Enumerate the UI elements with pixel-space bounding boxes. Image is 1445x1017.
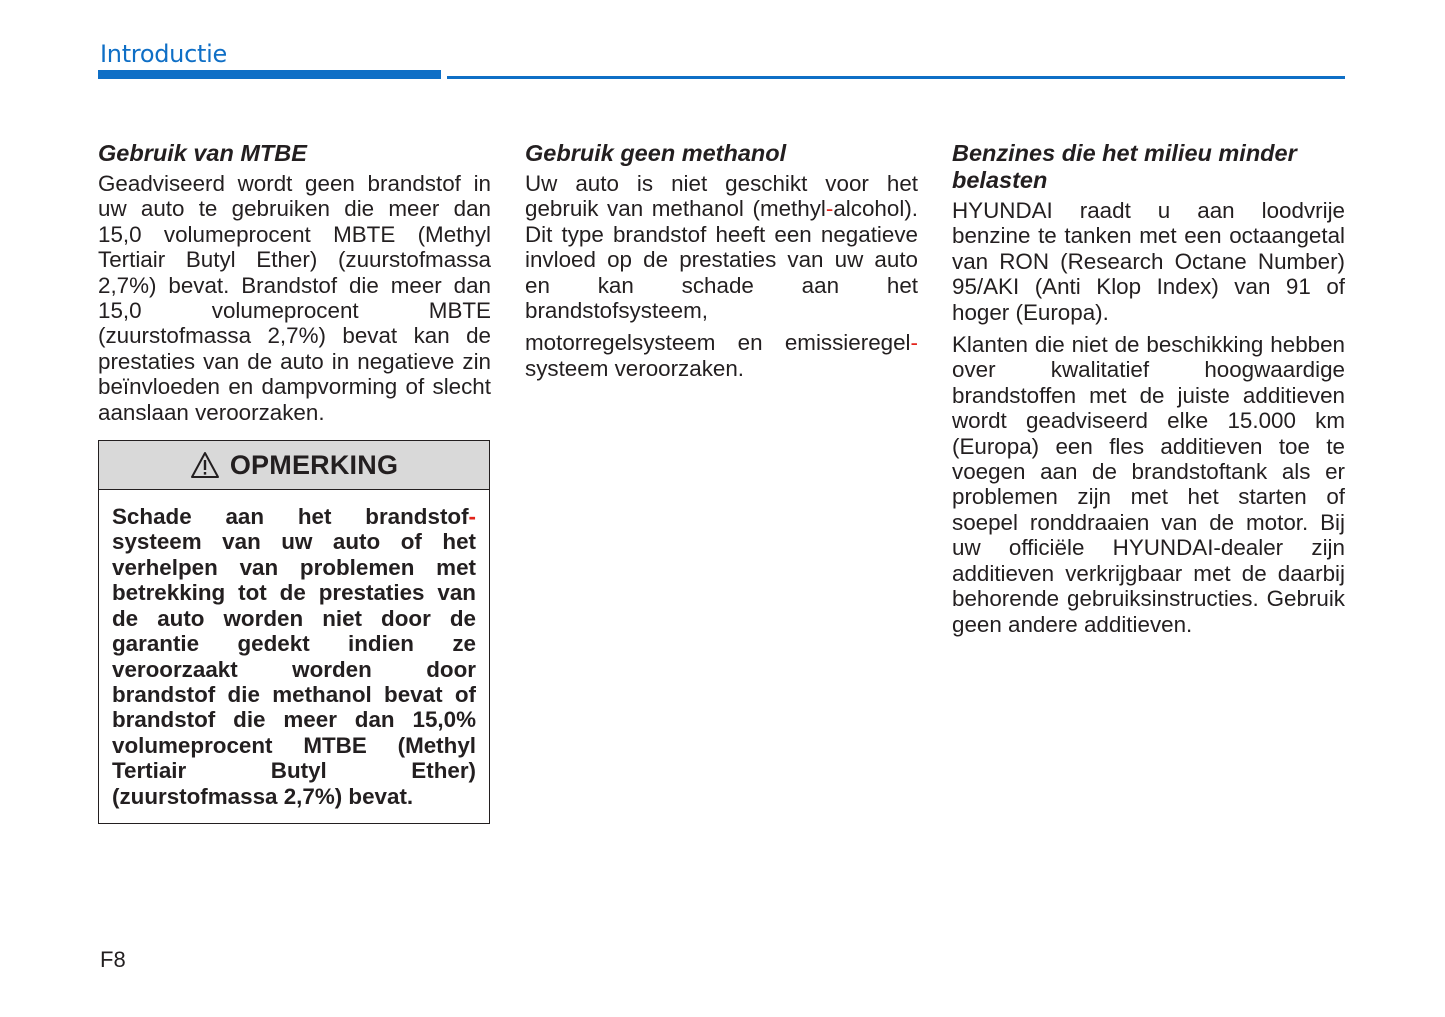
methanol-1-part-b: alcohol). Dit type brandstof heeft een negatieve invloed op de prestaties van uw auto en kan schade aan het brandstofsysteem, <box>525 196 918 324</box>
notice-text <box>112 504 476 809</box>
paragraph-benzines-2: Klanten die niet de beschikking hebben over kwalitatief hoogwaardige brandstoffen met de juiste additieven wordt geadviseerd elke 15.000 km (Europa) een fles additieven toe te voegen aan de brandstoftank als er problemen zijn met het starten of soepel ronddraaien van de motor. Bij uw officiële HYUNDAI-dealer zijn additieven verkrijgbaar met de daarbij behorende gebruiksinstructies. Gebruik geen andere additieven. <box>952 332 1345 637</box>
notice-title: OPMERKING <box>229 449 399 480</box>
header-rule-thin <box>447 76 1345 79</box>
notice-text-part-b: systeem van uw auto of het verhelpen van problemen met betrekking tot de prestaties van de auto worden niet door de garantie gedekt indien ze veroorzaakt worden door brandstof die methanol bevat of brandstof die meer dan 15,0% volumeprocent MTBE (Methyl Tertiair Butyl Ether) (zuurstofmassa 2,7%) bevat. <box>112 529 476 809</box>
column-benzines <box>952 140 1345 637</box>
column-mtbe <box>98 140 491 824</box>
paragraph-mtbe: Geadviseerd wordt geen brandstof in uw auto te gebruiken die meer dan 15,0 volumeprocent MBTE (Methyl Tertiair Butyl Ether) (zuurstofmassa 2,7%) bevat. Brandstof die meer dan 15,0 volumeprocent MBTE (zuurstofmassa 2,7%) bevat kan de prestaties van de auto in negatieve zin beïnvloeden en dampvorming of slecht aanslaan veroorzaken. <box>98 171 491 425</box>
notice-body <box>99 490 489 823</box>
page-number: F8 <box>100 947 126 972</box>
methanol-2-part-a: motorregelsysteem en emissieregel <box>525 330 911 356</box>
notice-text-part-a: Schade aan het brandstof <box>112 504 469 530</box>
heading-mtbe: Gebruik van MTBE <box>98 140 307 166</box>
paragraph-methanol-1 <box>525 171 918 323</box>
paragraph-benzines-1: HYUNDAI raadt u aan loodvrije benzine te tanken met een octaangetal van RON (Research Octane Number) 95/AKI (Anti Klop Index) van 91 of hoger (Europa). <box>952 198 1345 325</box>
methanol-1-hyphen: - <box>825 196 834 222</box>
header-rule-thick <box>98 70 441 79</box>
warning-triangle-icon <box>190 451 220 479</box>
notice-box <box>98 440 490 824</box>
notice-hyphen: - <box>468 504 476 530</box>
heading-benzines: Benzines die het milieu minder belasten <box>952 140 1297 193</box>
methanol-2-part-b: systeem veroorzaken. <box>525 355 745 381</box>
column-methanol <box>525 140 918 381</box>
heading-methanol: Gebruik geen methanol <box>525 140 787 166</box>
paragraph-methanol-2 <box>525 330 918 381</box>
methanol-2-hyphen: - <box>910 330 918 356</box>
notice-header <box>99 441 489 490</box>
methanol-1-part-a: Uw auto is niet geschikt voor het gebruik van methanol (methyl <box>525 171 918 222</box>
section-title: Introductie <box>100 40 227 68</box>
